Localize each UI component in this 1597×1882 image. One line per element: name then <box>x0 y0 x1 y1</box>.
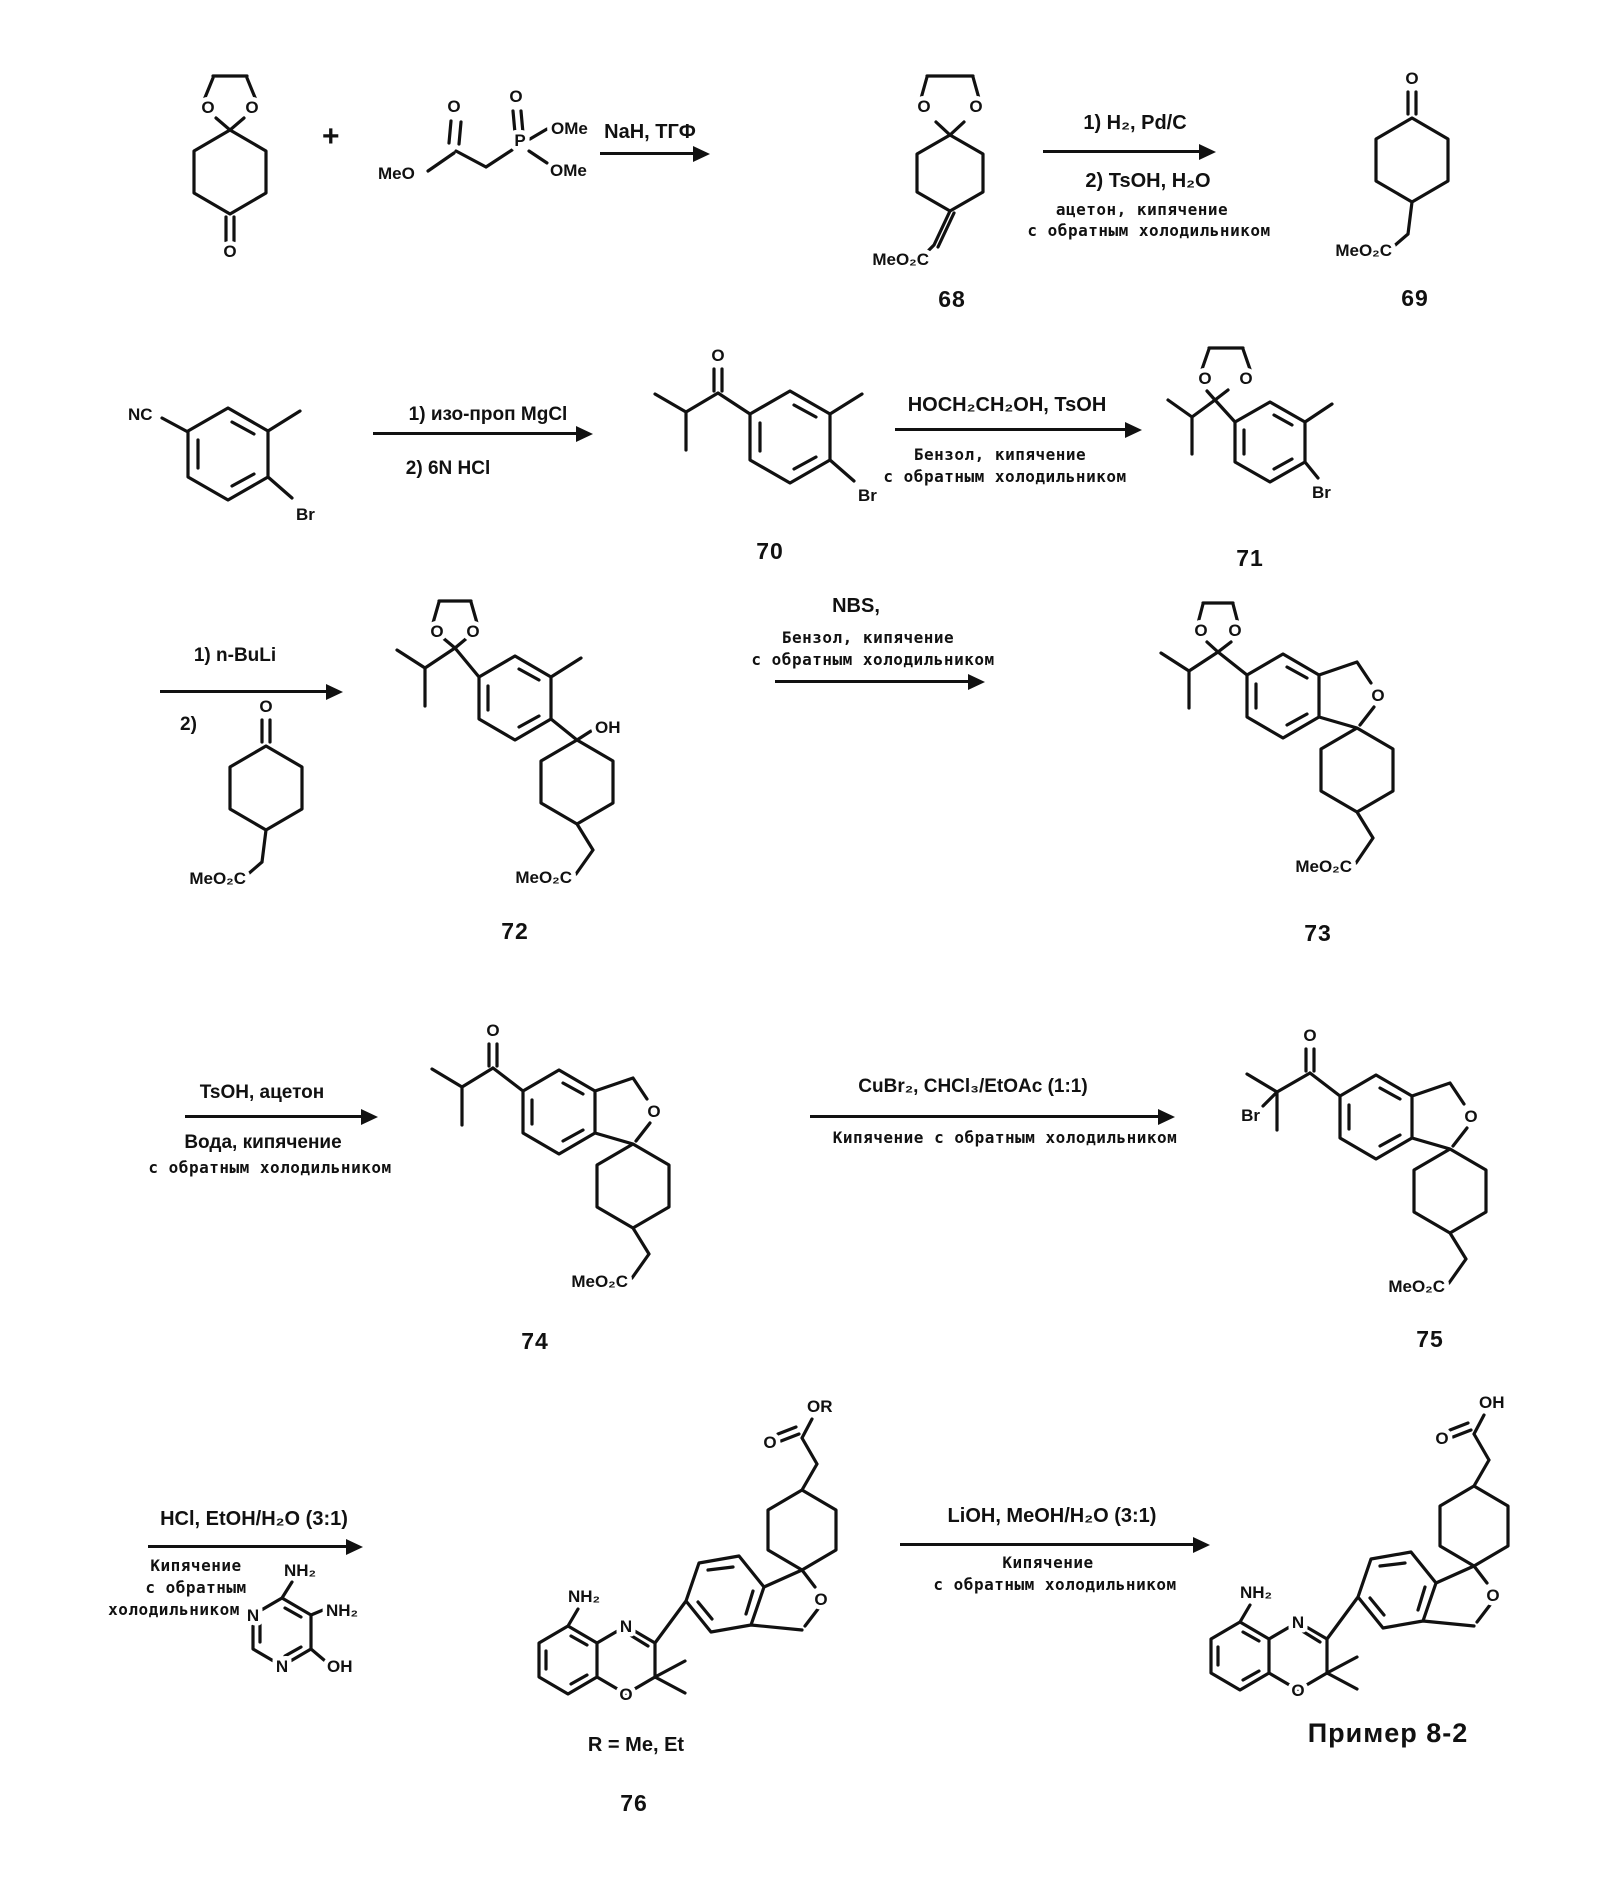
ester-label: MeO₂C <box>515 868 572 887</box>
amine-label: NH₂ <box>567 1587 601 1606</box>
oxygen-label: O <box>917 97 931 116</box>
reaction-arrow-7 <box>185 1115 363 1118</box>
reagent-text-r3-above: 1) изо-проп MgCl <box>408 404 568 425</box>
oxygen-label: O <box>711 346 725 365</box>
conditions-text-r2-1: ацетон, кипячение <box>1055 200 1229 219</box>
oxygen-label: O <box>486 1021 500 1040</box>
structure-ketoester-reagent <box>154 680 319 905</box>
compound-73-label: 73 <box>1304 920 1332 946</box>
reagent-text-r2-below: 2) TsOH, H₂O <box>1085 170 1211 192</box>
amine-label: NH₂ <box>326 1601 359 1620</box>
reagent-text-r6: NBS, <box>832 595 880 617</box>
ester-label: MeO₂C <box>571 1272 628 1291</box>
oxygen-label: O <box>259 697 273 716</box>
reagent-text-r2-above: 1) H₂, Pd/C <box>1083 112 1187 134</box>
structure-compound-70 <box>640 345 885 560</box>
conditions-text-r9-1: Кипячение <box>150 1556 242 1575</box>
nitrogen-label: N <box>246 1606 260 1625</box>
ester-label: MeO₂C <box>189 869 246 888</box>
conditions-text-r9-2: с обратным <box>145 1578 247 1597</box>
oxygen-label: O <box>1291 1681 1305 1700</box>
structure-compound-75 <box>1222 1025 1512 1310</box>
reagent-text-r10: LiOH, MeOH/H₂O (3:1) <box>947 1505 1157 1527</box>
oxygen-label: O <box>1303 1026 1317 1045</box>
bonds <box>428 111 547 171</box>
example-label: Пример 8-2 <box>1307 1718 1469 1748</box>
compound-76-label: 76 <box>620 1790 648 1816</box>
oxygen-label: O <box>1198 369 1212 388</box>
reagent-text-r3-below: 2) 6N HCl <box>405 458 491 479</box>
ester-label: MeO₂C <box>1388 1277 1445 1296</box>
bonds <box>162 408 300 500</box>
oxygen-label: O <box>1239 369 1253 388</box>
bonds <box>432 1044 669 1278</box>
conditions-text-r6-2: с обратным холодильником <box>751 650 995 669</box>
bonds <box>230 720 302 875</box>
reagent-text-r7: TsOH, ацетон <box>199 1082 325 1103</box>
ester-label: MeO₂C <box>872 250 929 269</box>
structure-compound-74 <box>420 1020 680 1305</box>
structure-bromo-methyl-benzonitrile <box>120 372 365 547</box>
structure-compound-73 <box>1155 592 1410 892</box>
conditions-text-r2-2: с обратным холодильником <box>1027 221 1271 240</box>
phosphorus-label: P <box>514 131 526 150</box>
nitrogen-label: N <box>619 1617 633 1636</box>
structure-compound-68 <box>830 60 1020 290</box>
amine-label: NH₂ <box>283 1561 317 1580</box>
reagent-text-r9: HCl, EtOH/H₂O (3:1) <box>160 1508 348 1530</box>
oxygen-label: O <box>1228 621 1242 640</box>
oxygen-label: O <box>1194 621 1208 640</box>
compound-74-label: 74 <box>521 1328 549 1354</box>
compound-71-label: 71 <box>1236 545 1264 571</box>
conditions-text-r9-3: холодильником <box>108 1600 240 1619</box>
conditions-text-r4-2: с обратным холодильником <box>883 467 1127 486</box>
bromine-label: Br <box>1241 1106 1260 1125</box>
conditions-text-r8: Кипячение с обратным холодильником <box>832 1128 1178 1147</box>
structure-compound-71 <box>1160 332 1380 582</box>
bonds <box>1211 1415 1508 1690</box>
hydroxyl-label: OH <box>595 718 621 737</box>
bonds <box>1376 92 1448 247</box>
ester-label: MeO₂C <box>1295 857 1352 876</box>
hydroxyl-label: OH <box>327 1657 353 1676</box>
compound-75-label: 75 <box>1416 1326 1444 1352</box>
bonds <box>1161 603 1393 863</box>
structure-compound-69 <box>1300 52 1465 277</box>
bonds <box>655 369 862 483</box>
conditions-text-r7-2: с обратным холодильником <box>148 1158 392 1177</box>
oxygen-label: O <box>1371 686 1385 705</box>
nitrogen-label: N <box>1291 1613 1305 1632</box>
nitrogen-label: N <box>275 1657 289 1676</box>
acid-oh-label: OH <box>1479 1393 1505 1412</box>
bonds <box>1247 1049 1486 1283</box>
oxygen-label: O <box>647 1102 661 1121</box>
oxygen-label: O <box>430 622 444 641</box>
plus-sign: + <box>322 120 340 153</box>
oxygen-label: O <box>1464 1107 1478 1126</box>
reagent-text-r1: NaH, ТГФ <box>604 121 696 143</box>
methoxy-label: OMe <box>550 161 587 180</box>
r-substituent-note: R = Me, Et <box>587 1734 685 1756</box>
conditions-text-r10-2: с обратным холодильником <box>933 1575 1177 1594</box>
methoxy-label: MeO <box>378 164 415 183</box>
oxygen-label: O <box>763 1433 777 1452</box>
structure-example-8-2 <box>1192 1368 1567 1723</box>
reagent-text-r4: HOCH₂CH₂OH, TsOH <box>907 394 1107 416</box>
reaction-arrow-8 <box>810 1115 1160 1118</box>
ester-label: MeO₂C <box>1335 241 1392 260</box>
oxygen-label: O <box>1405 69 1419 88</box>
oxygen-label: O <box>223 242 237 261</box>
structure-compound-76 <box>520 1372 895 1727</box>
compound-68-label: 68 <box>938 286 966 312</box>
oxygen-label: O <box>1486 1586 1500 1605</box>
oxygen-label: O <box>466 622 480 641</box>
reaction-arrow-6 <box>775 680 970 683</box>
amine-label: NH₂ <box>1239 1583 1273 1602</box>
conditions-text-r7-1: Вода, кипячение <box>184 1132 342 1153</box>
structure-dioxaspiro-ketone <box>160 55 330 270</box>
oxygen-label: O <box>201 98 215 117</box>
structure-trimethyl-phosphonoacetate <box>350 78 610 198</box>
bromine-label: Br <box>858 486 877 505</box>
compound-70-label: 70 <box>756 538 784 564</box>
oxygen-label: O <box>509 87 523 106</box>
reaction-arrow-10 <box>900 1543 1195 1546</box>
bromine-label: Br <box>1312 483 1331 502</box>
oxygen-label: O <box>447 97 461 116</box>
oxygen-label: O <box>1435 1429 1449 1448</box>
bonds <box>253 1582 324 1666</box>
reaction-arrow-4 <box>895 428 1127 431</box>
oxygen-label: O <box>619 1685 633 1704</box>
nitrile-label: NC <box>128 405 153 424</box>
conditions-text-r10-1: Кипячение <box>1002 1553 1094 1572</box>
bonds <box>539 1419 836 1694</box>
reaction-arrow-3 <box>373 432 578 435</box>
methoxy-label: OMe <box>551 119 588 138</box>
bromine-label: Br <box>296 505 315 524</box>
oxygen-label: O <box>969 97 983 116</box>
structure-diaminopyrimidinol <box>240 1548 405 1703</box>
reagent-text-r8: CuBr₂, CHCl₃/EtOAc (1:1) <box>858 1076 1088 1097</box>
reaction-arrow-2 <box>1043 150 1201 153</box>
reagent-text-r5-above: 1) n-BuLi <box>193 645 277 666</box>
conditions-text-r4-1: Бензол, кипячение <box>913 445 1087 464</box>
compound-72-label: 72 <box>501 918 529 944</box>
reaction-arrow-1 <box>600 152 695 155</box>
bonds <box>397 601 613 874</box>
compound-69-label: 69 <box>1401 285 1429 311</box>
oxygen-label: O <box>814 1590 828 1609</box>
oxygen-label: O <box>245 98 259 117</box>
reagent-text-r5-below: 2) <box>180 714 197 735</box>
structure-compound-72 <box>385 590 645 935</box>
conditions-text-r6-1: Бензол, кипячение <box>781 628 955 647</box>
ester-or-label: OR <box>807 1397 833 1416</box>
